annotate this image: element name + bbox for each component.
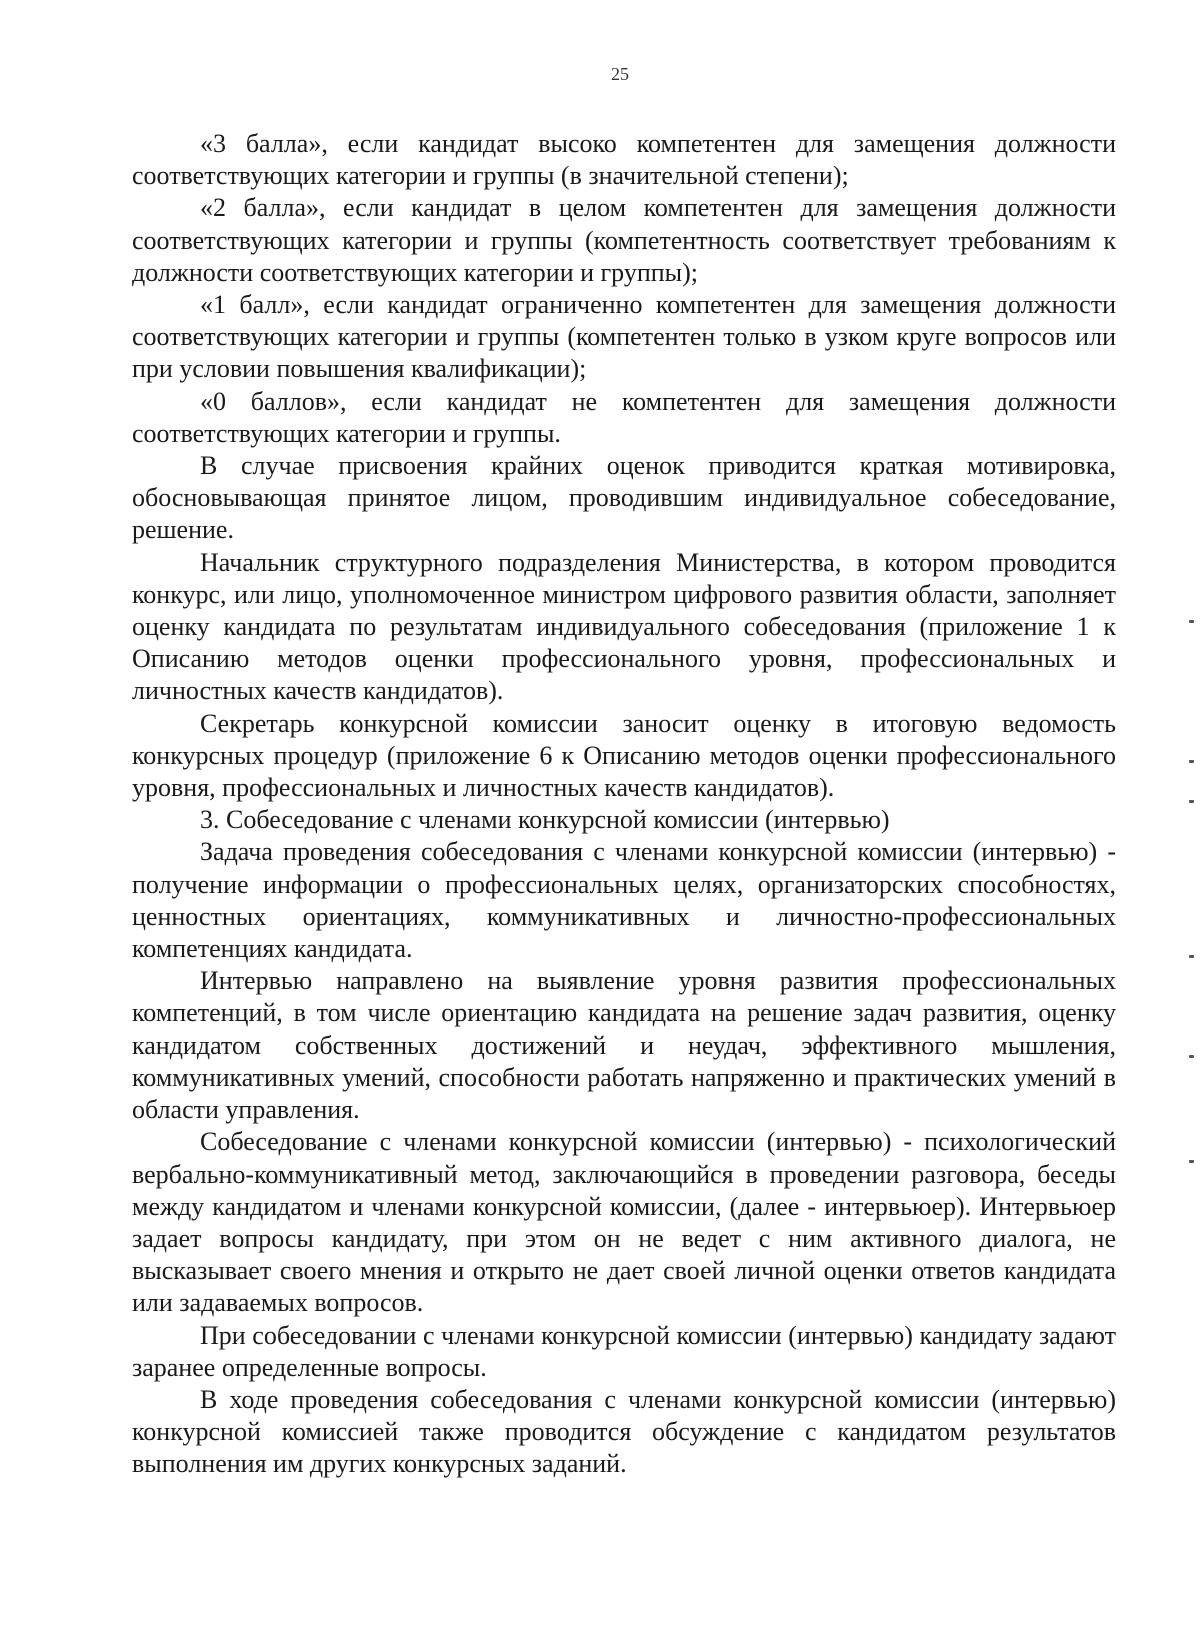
scan-mark [1189, 955, 1194, 958]
paragraph-interview-method: Собеседование с членами конкурсной комиссии (интервью) - психологический вербально-коммуникативный метод, заключающийся в проведении разговора, беседы между кандидатом и членами конкурсной комиссии, (далее - интервьюер). Интервьюер задает вопросы кандидату, при этом он не ведет с ним активного диалога, не высказывает своего мнения и открыто не дает своей личной оценки ответов кандидата или задаваемых вопросов. [132, 1127, 1116, 1318]
section-heading-interview: 3. Собеседование с членами конкурсной комиссии (интервью) [200, 805, 890, 835]
paragraph-secretary: Секретарь конкурсной комиссии заносит оценку в итоговую ведомость конкурсных процедур (приложение 6 к Описанию методов оценки профессионального уровня, профессиональных и личностных качеств кандидатов). [132, 708, 1116, 803]
page-number: 25 [611, 64, 629, 84]
paragraph-score-1: «1 балл», если кандидат ограниченно компетентен для замещения должности соответствующих категории и группы (компетентен только в узком круге вопросов или при условии повышения квалификации); [132, 290, 1116, 384]
scan-edge-marks [1184, 0, 1200, 1639]
scan-mark [1189, 1055, 1194, 1058]
paragraph-score-2: «2 балла», если кандидат в целом компетентен для замещения должности соответствующих категории и группы (компетентность соответствует требованиям к должности соответствующих категории и группы); [132, 193, 1116, 287]
scan-mark [1189, 620, 1194, 623]
paragraph-head-of-unit: Начальник структурного подразделения Министерства, в котором проводится конкурс, или лицо, уполномоченное министром цифрового развития области, заполняет оценку кандидата по результатам индивидуального собеседования (приложение 1 к Описанию методов оценки профессионального уровня, профессиональных и личностных качеств кандидатов). [132, 547, 1116, 706]
paragraph-predefined-questions: При собеседовании с членами конкурсной комиссии (интервью) кандидату задают заранее определенные вопросы. [132, 1320, 1116, 1382]
paragraph-interview-goal: Задача проведения собеседования с членами конкурсной комиссии (интервью) - получение информации о профессиональных целях, организаторских способностях, ценностных ориентациях, коммуникативных и личностно-профессиональных компетенциях кандидата. [132, 837, 1116, 964]
paragraph-score-3: «3 балла», если кандидат высоко компетентен для замещения должности соответствующих категории и группы (в значительной степени); [132, 129, 1116, 191]
scan-mark [1189, 800, 1194, 803]
scan-mark [1189, 1160, 1194, 1163]
paragraph-discussion: В ходе проведения собеседования с членами конкурсной комиссии (интервью) конкурсной комиссией также проводится обсуждение с кандидатом результатов выполнения им других конкурсных заданий. [132, 1384, 1116, 1479]
scan-mark [1189, 760, 1194, 763]
document-body [132, 128, 1116, 1481]
paragraph-interview-focus: Интервью направлено на выявление уровня развития профессиональных компетенций, в том числе ориентацию кандидата на решение задач развития, оценку кандидатом собственных достижений и неудач, эффективного мышления, коммуникативных умений, способности работать напряженно и практических умений в области управления. [132, 966, 1116, 1125]
paragraph-extreme-scores: В случае присвоения крайних оценок приводится краткая мотивировка, обосновывающая принятое лицом, проводившим индивидуальное собеседование, решение. [132, 451, 1116, 545]
paragraph-score-0: «0 баллов», если кандидат не компетентен для замещения должности соответствующих категории и группы. [132, 386, 1116, 448]
